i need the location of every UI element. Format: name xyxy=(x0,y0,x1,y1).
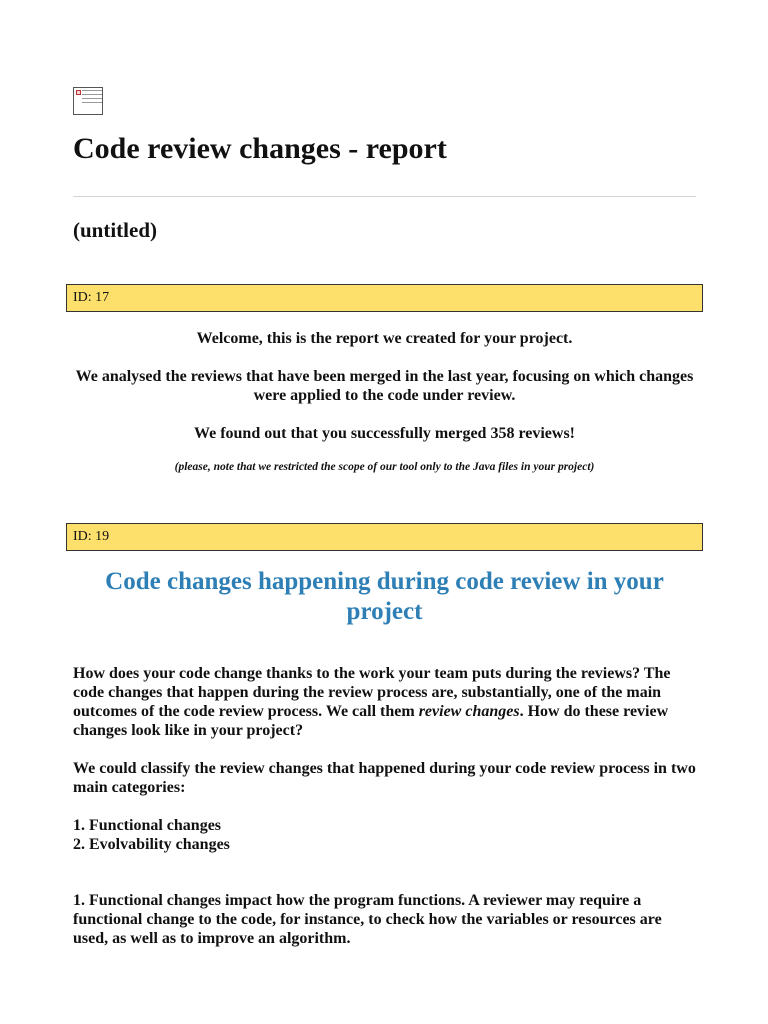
title-divider xyxy=(73,196,696,197)
classify-paragraph: We could classify the review changes that happened during your code review process in two main categories: xyxy=(73,760,696,796)
section-heading: Code changes happening during code review in your project xyxy=(105,568,664,625)
list-item: 1. Functional changes xyxy=(73,817,222,834)
id-label-box: ID: 17 xyxy=(66,284,703,312)
list-item: 2. Evolvability changes xyxy=(73,836,230,853)
welcome-text: Welcome, this is the report we created for your project. xyxy=(196,330,573,347)
functional-changes-paragraph: 1. Functional changes impact how the program functions. A reviewer may require a functional change to the code, for instance, to check how the variables or resources are used, as well as to improve an algorithm. xyxy=(73,892,662,947)
review-changes-emphasis: review changes xyxy=(418,703,520,720)
intro-text: . How do these review changes look like in your project? xyxy=(73,703,669,739)
intro-text: How does your code change thanks to the work your team puts during the reviews? The code changes that happen during the review process are, substantially, one of the main outcomes of the code review process. We call them xyxy=(73,665,671,720)
id-label-box: ID: 19 xyxy=(66,523,703,551)
merged-reviews-text: We found out that you successfully merged 358 reviews! xyxy=(193,425,576,442)
page-title: Code review changes - report xyxy=(73,132,447,165)
analysed-text: We analysed the reviews that have been merged in the last year, focusing on which changes were applied to the code under review. xyxy=(75,368,694,404)
scope-note: (please, note that we restricted the scope of our tool only to the Java files in your project) xyxy=(174,461,595,473)
broken-image-icon xyxy=(73,87,103,115)
categories-list xyxy=(73,816,696,854)
report-subtitle: (untitled) xyxy=(73,218,157,242)
intro-paragraph xyxy=(73,664,696,740)
